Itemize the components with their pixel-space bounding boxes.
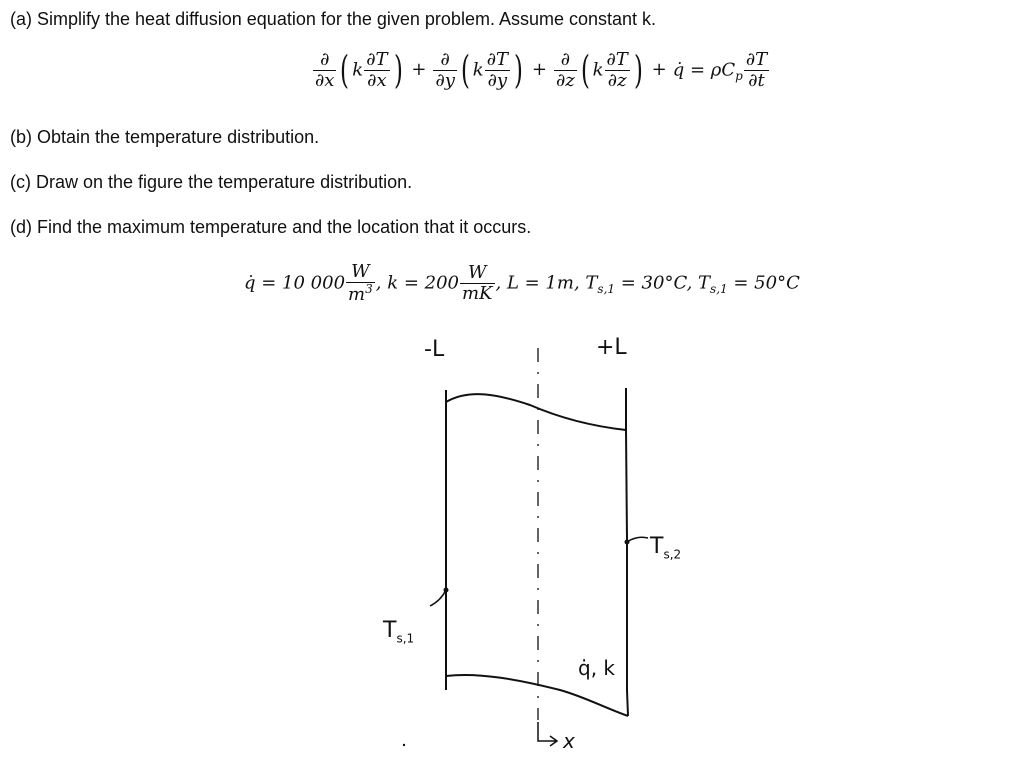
- label-minus-L: -L: [424, 337, 445, 362]
- slab-top-curve: [446, 394, 626, 430]
- ts2-pointer: [627, 537, 648, 542]
- slab-bottom-curve: [446, 675, 628, 716]
- eq-frac-dT-dz: $\frac{\partial T}{\partial z}$: [606, 49, 628, 91]
- ts1-pointer: [430, 590, 446, 606]
- question-a: (a) Simplify the heat diffusion equation for the given problem. Assume constant k.: [10, 9, 657, 29]
- eq-frac-dT-dx: $\frac{\partial T}{\partial x}$: [366, 49, 388, 91]
- label-plus-L: +L: [596, 335, 627, 360]
- question-d: (d) Find the maximum temperature and the location that it occurs.: [10, 217, 532, 237]
- question-c: (c) Draw on the figure the temperature distribution.: [10, 172, 413, 192]
- label-x: x: [563, 729, 575, 753]
- eq-frac-dT-dy: $\frac{\partial T}{\partial y}$: [486, 49, 509, 91]
- question-b: (b) Obtain the temperature distribution.: [10, 127, 320, 147]
- label-qdot-k: q̇, k: [578, 656, 615, 680]
- x-axis-arrow: [538, 722, 557, 746]
- heat-diffusion-equation: $\frac{\partial}{\partial x}$ ( k $\frac{\partial T}{\partial x}$ ) + $\frac{\partial}{\partial y}$ ( k $\frac{\partial T}{\partial y}$ ) + $\frac{\partial}{\partial z}$ ( k $\frac{\partial T}{\partial z}$ ) + q̇ = $\rho C_p$ $\frac{\partial T}{\partial t}$: [315, 48, 768, 93]
- given-values: q̇ = 10 000 $\frac{W}{m^3}$ , k = 200 $\frac{W}{mK}$ , L = 1m, $T_{s,1} = 30^\circ C$, $T_{s,1} = 50^\circ C$: [244, 261, 800, 305]
- eq-frac-dT-dt: $\frac{\partial T}{\partial t}$: [745, 49, 768, 91]
- eq-frac-d-dy: $\frac{\partial}{\partial y}$: [435, 49, 455, 91]
- label-ts1: $T_{s,1}$: [383, 618, 415, 646]
- eq-frac-d-dz: $\frac{\partial}{\partial z}$: [555, 49, 575, 91]
- slab-right-wall: [626, 388, 628, 716]
- label-ts2: $T_{s,2}$: [650, 534, 682, 562]
- eq-frac-d-dx: $\frac{\partial}{\partial x}$: [315, 49, 335, 91]
